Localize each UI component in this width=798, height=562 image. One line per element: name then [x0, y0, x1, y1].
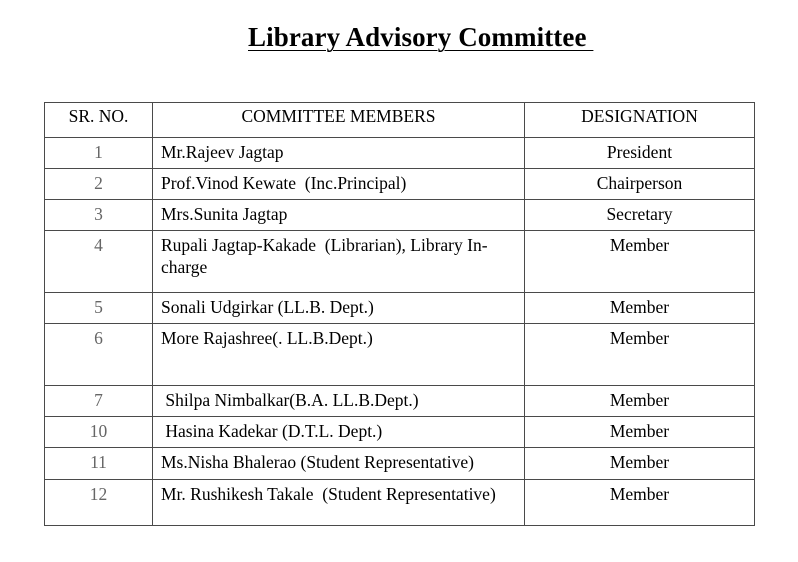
member-name-cell: Hasina Kadekar (D.T.L. Dept.)	[153, 417, 525, 448]
designation-cell: Member	[525, 324, 755, 386]
table-body	[45, 138, 755, 526]
member-name-cell: Ms.Nisha Bhalerao (Student Representative)	[153, 448, 525, 480]
designation-cell: Member	[525, 448, 755, 480]
designation-cell: President	[525, 138, 755, 169]
sr-no-cell: 6	[45, 324, 153, 386]
table-row	[45, 386, 755, 417]
page-title: Library Advisory Committee	[248, 22, 594, 52]
member-name-cell: Mrs.Sunita Jagtap	[153, 200, 525, 231]
member-name-cell: Rupali Jagtap-Kakade (Librarian), Library In-charge	[153, 231, 525, 293]
table-row	[45, 417, 755, 448]
sr-no-cell: 3	[45, 200, 153, 231]
table-row	[45, 293, 755, 324]
table-header	[45, 103, 755, 138]
header-sr-no: SR. NO.	[45, 103, 153, 138]
designation-cell: Secretary	[525, 200, 755, 231]
table-row	[45, 324, 755, 386]
member-name-cell: Prof.Vinod Kewate (Inc.Principal)	[153, 169, 525, 200]
committee-table	[44, 102, 755, 526]
table-row	[45, 200, 755, 231]
table-row	[45, 480, 755, 526]
sr-no-cell: 2	[45, 169, 153, 200]
sr-no-cell: 7	[45, 386, 153, 417]
sr-no-cell: 4	[45, 231, 153, 293]
designation-cell: Member	[525, 386, 755, 417]
sr-no-cell: 10	[45, 417, 153, 448]
table-row	[45, 231, 755, 293]
sr-no-cell: 12	[45, 480, 153, 526]
designation-cell: Member	[525, 480, 755, 526]
member-name-cell: More Rajashree(. LL.B.Dept.)	[153, 324, 525, 386]
header-designation: DESIGNATION	[525, 103, 755, 138]
member-name-cell: Sonali Udgirkar (LL.B. Dept.)	[153, 293, 525, 324]
designation-cell: Member	[525, 231, 755, 293]
member-name-cell: Shilpa Nimbalkar(B.A. LL.B.Dept.)	[153, 386, 525, 417]
sr-no-cell: 1	[45, 138, 153, 169]
designation-cell: Member	[525, 293, 755, 324]
header-committee-members: COMMITTEE MEMBERS	[153, 103, 525, 138]
member-name-cell: Mr.Rajeev Jagtap	[153, 138, 525, 169]
table-row	[45, 138, 755, 169]
designation-cell: Chairperson	[525, 169, 755, 200]
sr-no-cell: 5	[45, 293, 153, 324]
designation-cell: Member	[525, 417, 755, 448]
member-name-cell: Mr. Rushikesh Takale (Student Representative)	[153, 480, 525, 526]
table-row	[45, 448, 755, 480]
table-row	[45, 169, 755, 200]
header-row	[45, 103, 755, 138]
sr-no-cell: 11	[45, 448, 153, 480]
